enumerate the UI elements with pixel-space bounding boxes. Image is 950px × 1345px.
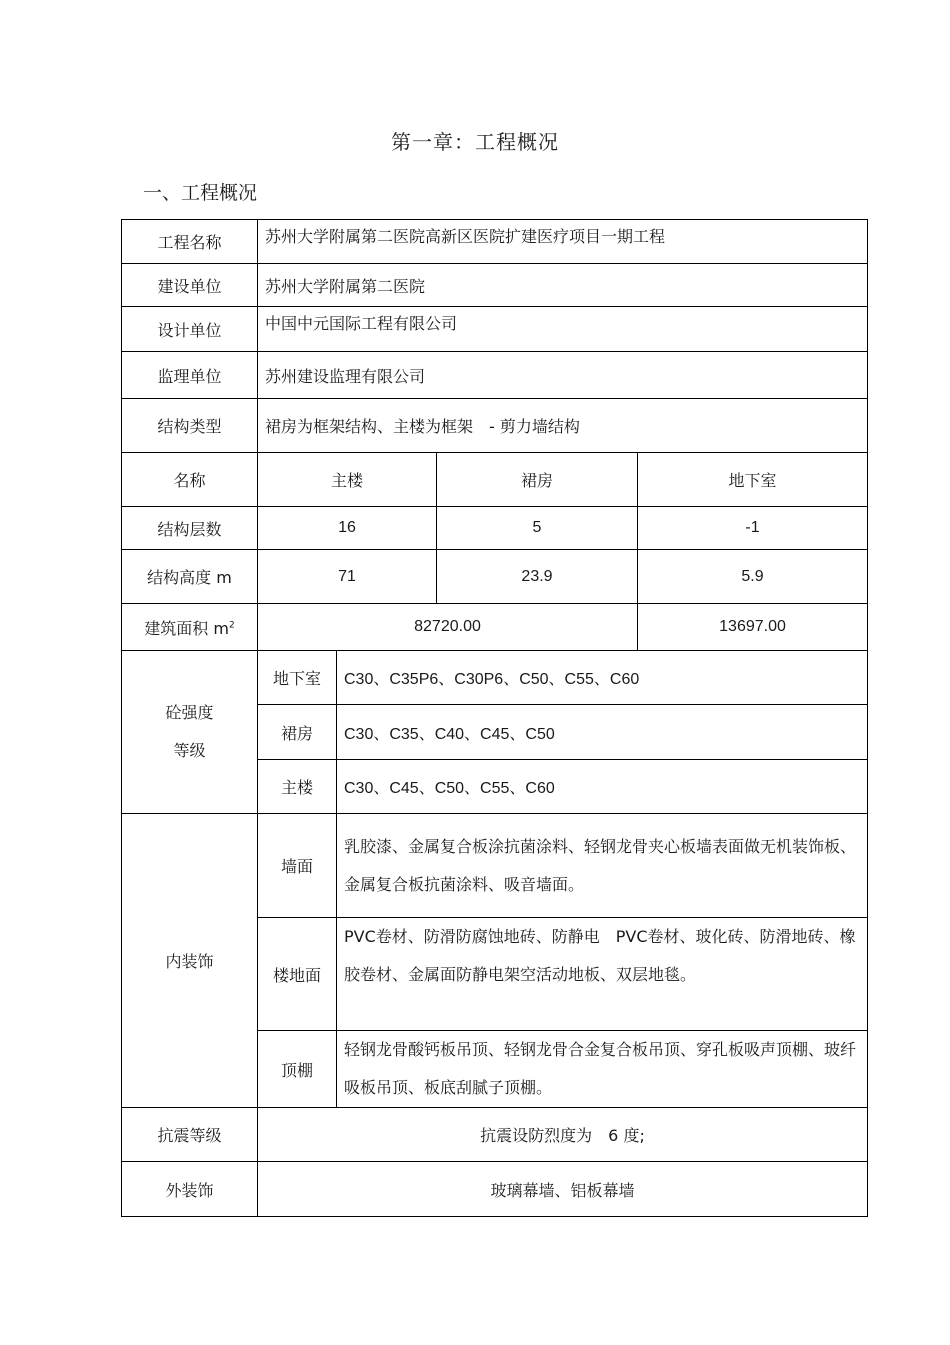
height-main: 71 <box>258 550 437 604</box>
height-label: 结构高度 m <box>122 550 258 604</box>
concrete-label-line2: 等级 <box>173 741 206 760</box>
page-title: 第一章：工程概况 <box>391 130 559 154</box>
interior-label: 内装饰 <box>122 814 258 1108</box>
area-label-text: 建筑面积 m <box>144 618 229 638</box>
col-podium-header: 裙房 <box>437 453 638 507</box>
concrete-value-main: C30、C45、C50、C55、C60 <box>337 760 868 814</box>
structure-type-label: 结构类型 <box>122 399 258 453</box>
structure-type-value: 裙房为框架结构、主楼为框架 - 剪力墙结构 <box>258 399 868 453</box>
concrete-part-podium: 裙房 <box>258 705 337 760</box>
row-client <box>122 264 868 307</box>
col-name-header: 名称 <box>122 453 258 507</box>
area-basement: 13697.00 <box>638 604 868 651</box>
row-designer <box>122 307 868 352</box>
exterior-value: 玻璃幕墙、铝板幕墙 <box>258 1162 868 1217</box>
row-supervisor <box>122 352 868 399</box>
interior-part-floor: 楼地面 <box>258 918 337 1031</box>
section-title: 一、工程概况 <box>143 182 258 204</box>
seismic-label: 抗震等级 <box>122 1108 258 1162</box>
row-concrete-basement <box>122 651 868 705</box>
floors-podium: 5 <box>437 507 638 550</box>
floors-main: 16 <box>258 507 437 550</box>
interior-value-ceiling: 轻钢龙骨酸钙板吊顶、轻钢龙骨合金复合板吊顶、穿孔板吸声顶棚、玻纤吸板吊顶、板底刮腻子顶棚。 <box>337 1031 868 1108</box>
project-name-value: 苏州大学附属第二医院高新区医院扩建医疗项目一期工程 <box>258 220 868 264</box>
row-height <box>122 550 868 604</box>
area-label <box>122 604 258 651</box>
designer-value: 中国中元国际工程有限公司 <box>258 307 868 352</box>
floors-basement: -1 <box>638 507 868 550</box>
concrete-part-main: 主楼 <box>258 760 337 814</box>
row-floors <box>122 507 868 550</box>
concrete-value-basement: C30、C35P6、C30P6、C50、C55、C60 <box>337 651 868 705</box>
interior-part-wall: 墙面 <box>258 814 337 918</box>
col-basement-header: 地下室 <box>638 453 868 507</box>
interior-value-floor: PVC卷材、防滑防腐蚀地砖、防静电 PVC卷材、玻化砖、防滑地砖、橡胶卷材、金属面防静电架空活动地板、双层地毯。 <box>337 918 868 1031</box>
row-structure-type <box>122 399 868 453</box>
supervisor-label: 监理单位 <box>122 352 258 399</box>
col-main-header: 主楼 <box>258 453 437 507</box>
floors-label: 结构层数 <box>122 507 258 550</box>
client-value: 苏州大学附属第二医院 <box>258 264 868 307</box>
interior-part-ceiling: 顶棚 <box>258 1031 337 1108</box>
exterior-label: 外装饰 <box>122 1162 258 1217</box>
area-label-sup: 2 <box>228 620 235 631</box>
row-interior-wall <box>122 814 868 918</box>
row-area <box>122 604 868 651</box>
seismic-value: 抗震设防烈度为 6 度; <box>258 1108 868 1162</box>
height-podium: 23.9 <box>437 550 638 604</box>
interior-value-wall: 乳胶漆、金属复合板涂抗菌涂料、轻钢龙骨夹心板墙表面做无机装饰板、金属复合板抗菌涂料、吸音墙面。 <box>337 814 868 918</box>
concrete-label <box>122 651 258 814</box>
row-seismic <box>122 1108 868 1162</box>
concrete-label-line1: 砼强度 <box>165 703 214 722</box>
client-label: 建设单位 <box>122 264 258 307</box>
row-column-headers <box>122 453 868 507</box>
project-name-label: 工程名称 <box>122 220 258 264</box>
supervisor-value: 苏州建设监理有限公司 <box>258 352 868 399</box>
row-exterior <box>122 1162 868 1217</box>
concrete-value-podium: C30、C35、C40、C45、C50 <box>337 705 868 760</box>
row-project-name <box>122 220 868 264</box>
height-basement: 5.9 <box>638 550 868 604</box>
designer-label: 设计单位 <box>122 307 258 352</box>
project-overview-table <box>121 219 867 1210</box>
area-above: 82720.00 <box>258 604 638 651</box>
concrete-part-basement: 地下室 <box>258 651 337 705</box>
